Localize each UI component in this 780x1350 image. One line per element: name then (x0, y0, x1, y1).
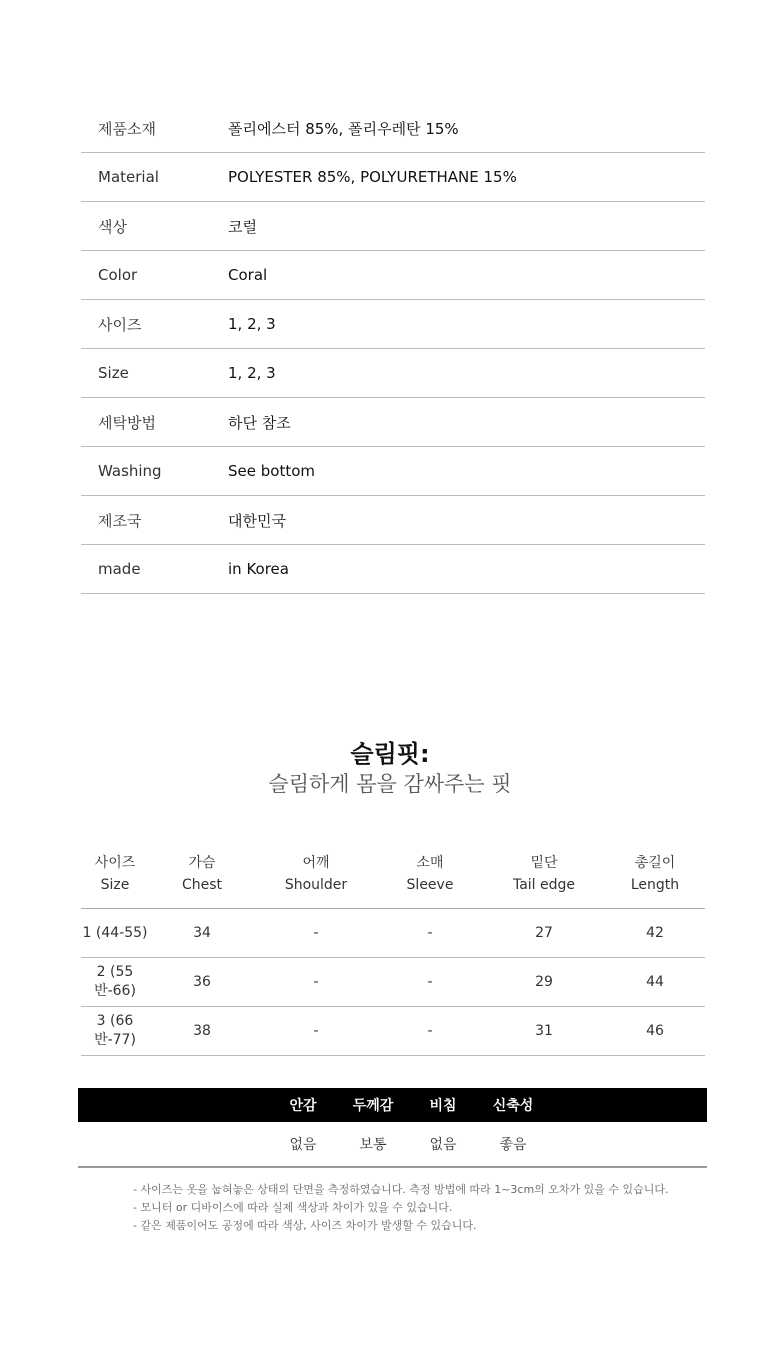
table-cell: 36 (193, 974, 211, 990)
size-table (81, 852, 705, 1056)
feature-value: 없음 (289, 1137, 317, 1153)
fit-title: 슬림핏: (350, 740, 430, 768)
spec-label: Color (98, 266, 138, 284)
spec-value: POLYESTER 85%, POLYURETHANE 15% (228, 168, 517, 186)
spec-row (81, 202, 705, 251)
spec-row (81, 447, 705, 496)
feature-header: 비침 (429, 1098, 457, 1114)
spec-row (81, 545, 705, 594)
header-ko: 밑단 (530, 855, 558, 871)
table-row (81, 909, 705, 958)
header-en: Shoulder (284, 877, 348, 893)
table-cell: - (427, 925, 433, 941)
table-cell: - (427, 1023, 433, 1039)
header-en: Sleeve (406, 877, 454, 893)
spec-row (81, 153, 705, 202)
table-cell: - (313, 1023, 319, 1039)
spec-value: 폴리에스터 85%, 폴리우레탄 15% (228, 119, 459, 138)
header-ko: 사이즈 (94, 855, 136, 871)
table-cell: 38 (193, 1023, 211, 1039)
feature-header: 안감 (289, 1098, 317, 1114)
spec-value: 대한민국 (228, 511, 286, 530)
header-en: Chest (181, 877, 223, 893)
spec-label: Material (98, 168, 159, 186)
table-cell: 34 (193, 925, 211, 941)
spec-row (81, 349, 705, 398)
spec-label: Washing (98, 462, 162, 480)
feature-value: 보통 (359, 1137, 387, 1153)
feature-value: 없음 (429, 1137, 457, 1153)
product-spec-table (81, 104, 705, 594)
table-row (81, 958, 705, 1007)
fit-subtitle: 슬림하게 몸을 감싸주는 핏 (268, 772, 512, 796)
table-cell: 2 (55반-66) (94, 964, 136, 999)
spec-value: Coral (228, 266, 268, 284)
table-cell: - (313, 974, 319, 990)
spec-label: 색상 (98, 217, 127, 236)
header-en: Length (630, 877, 680, 893)
feature-header: 두께감 (352, 1098, 394, 1114)
note: - 같은 제품이어도 공정에 따라 색상, 사이즈 차이가 발생할 수 있습니다. (133, 1219, 477, 1232)
spec-value: 코럴 (228, 217, 257, 236)
feature-header: 신축성 (492, 1098, 534, 1114)
header-ko: 소매 (416, 855, 444, 871)
feature-header-bar (78, 1088, 707, 1122)
table-cell: 44 (646, 974, 664, 990)
spec-row (81, 496, 705, 545)
column-header (483, 852, 605, 908)
header-en: Size (100, 877, 130, 893)
table-cell: - (313, 925, 319, 941)
table-cell: - (427, 974, 433, 990)
table-cell: 42 (646, 925, 664, 941)
spec-row (81, 104, 705, 153)
spec-value: 1, 2, 3 (228, 364, 276, 382)
note: - 모니터 or 디바이스에 따라 실제 색상과 차이가 있을 수 있습니다. (133, 1201, 453, 1214)
column-header (605, 852, 705, 908)
note: - 사이즈는 옷을 눕혀놓은 상태의 단면을 측정하였습니다. 측정 방법에 따라 1~3cm의 오차가 있을 수 있습니다. (133, 1183, 669, 1196)
column-header (377, 852, 483, 908)
size-table-header (81, 852, 705, 909)
header-ko: 가슴 (188, 855, 216, 871)
spec-label: Size (98, 364, 129, 382)
table-cell: 27 (535, 925, 553, 941)
table-cell: 46 (646, 1023, 664, 1039)
spec-row (81, 300, 705, 349)
header-ko: 총길이 (634, 855, 676, 871)
spec-row (81, 251, 705, 300)
table-cell: 31 (535, 1023, 553, 1039)
spec-label: made (98, 560, 141, 578)
spec-value: See bottom (228, 462, 315, 480)
header-en: Tail edge (512, 877, 576, 893)
spec-label: 사이즈 (98, 315, 142, 334)
column-header (149, 852, 255, 908)
spec-value: in Korea (228, 560, 289, 578)
column-header (255, 852, 377, 908)
table-cell: 29 (535, 974, 553, 990)
feature-values-row (78, 1122, 707, 1168)
spec-label: 제품소재 (98, 119, 156, 138)
feature-value: 좋음 (499, 1137, 527, 1153)
column-header (81, 852, 149, 908)
header-ko: 어깨 (302, 855, 330, 871)
spec-row (81, 398, 705, 447)
spec-label: 제조국 (98, 511, 142, 530)
table-row (81, 1007, 705, 1056)
table-cell: 1 (44-55) (82, 925, 148, 941)
table-cell: 3 (66반-77) (94, 1013, 136, 1048)
notes (133, 1181, 669, 1235)
spec-value: 하단 참조 (228, 413, 291, 432)
spec-label: 세탁방법 (98, 413, 156, 432)
spec-value: 1, 2, 3 (228, 315, 276, 333)
